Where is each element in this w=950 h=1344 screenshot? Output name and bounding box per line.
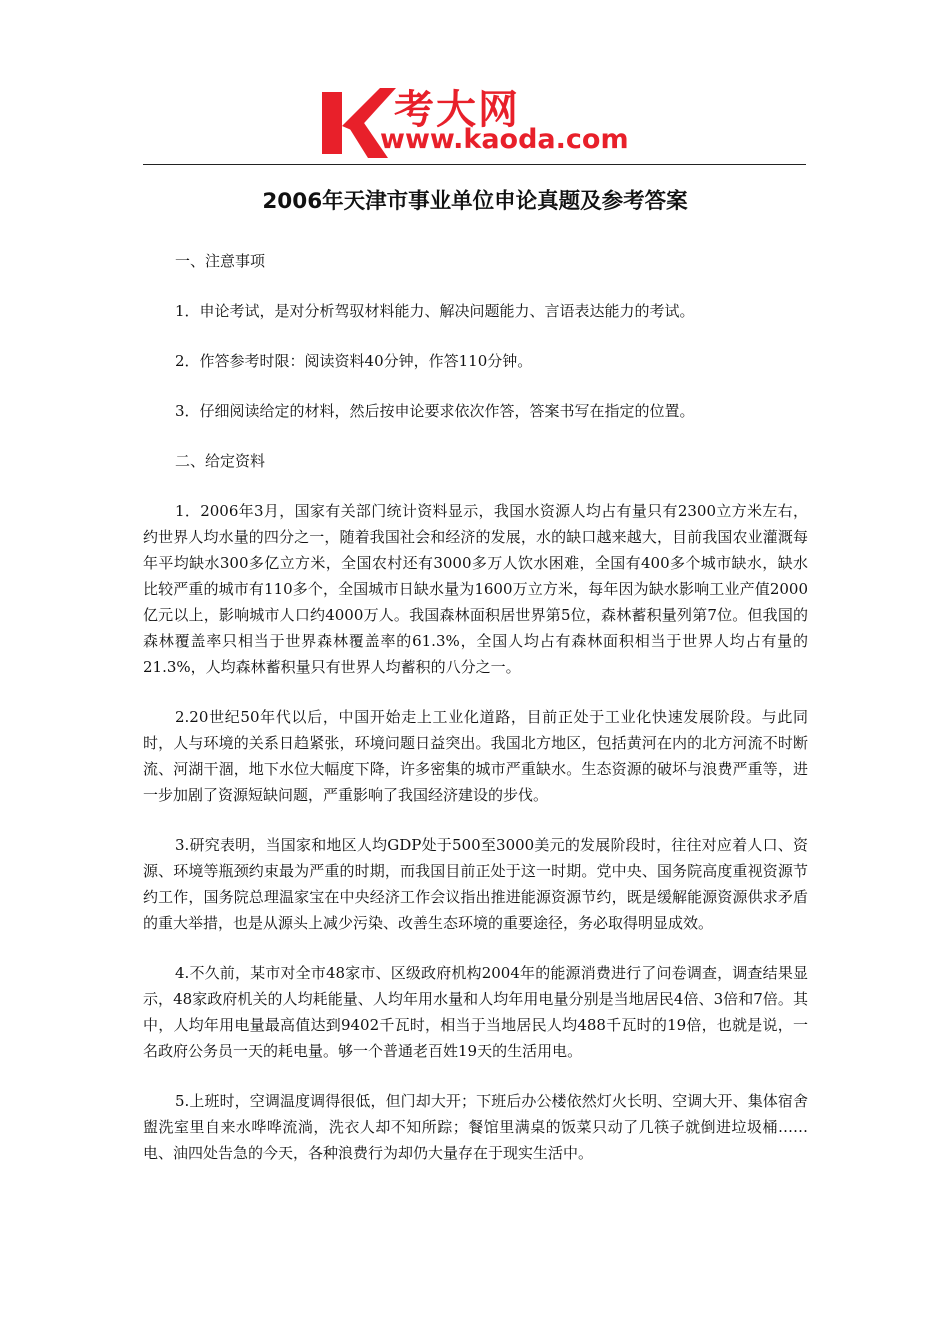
material-paragraph-1: 1．2006年3月，国家有关部门统计资料显示，我国水资源人均占有量只有2300立方米左右，约世界人均水量的四分之一，随着我国社会和经济的发展，水的缺口越来越大，目前我国农业灌溉每年平均缺水300多亿立方米，全国农村还有3000多万人饮水困难，全国有400多个城市缺水，缺水比较严重的城市有110多个，全国城市日缺水量为1600万立方米，每年因为缺水影响工业产值2000亿元以上，影响城市人口约4000万人。我国森林面积居世界第5位，森林蓄积量列第7位。但我国的森林覆盖率只相当于世界森林覆盖率的61.3%，全国人均占有森林面积相当于世界人均占有量的21.3%，人均森林蓄积量只有世界人均蓄积的八分之一。 <box>143 502 808 676</box>
note-item-3: 3．仔细阅读给定的材料，然后按申论要求依次作答，答案书写在指定的位置。 <box>175 402 695 420</box>
section-heading-materials: 二、给定资料 <box>175 452 266 470</box>
note-item-1: 1．申论考试，是对分析驾驭材料能力、解决问题能力、言语表达能力的考试。 <box>175 302 695 320</box>
material-paragraph-5: 5.上班时，空调温度调得很低，但门却大开；下班后办公楼依然灯火长明、空调大开、集体宿舍盥洗室里自来水哗哗流淌，洗衣人却不知所踪；餐馆里满桌的饭菜只动了几筷子就倒进垃圾桶……电、油四处告急的今天，各种浪费行为却仍大量存在于现实生活中。 <box>143 1092 808 1162</box>
material-paragraph-3: 3.研究表明，当国家和地区人均GDP处于500至3000美元的发展阶段时，往往对应着人口、资源、环境等瓶颈约束最为严重的时期，而我国目前正处于这一时期。党中央、国务院高度重视资源节约工作，国务院总理温家宝在中央经济工作会议指出推进能源资源节约，既是缓解能源资源供求矛盾的重大举措，也是从源头上减少污染、改善生态环境的重要途径，务必取得明显成效。 <box>143 836 808 932</box>
material-paragraph-4: 4.不久前，某市对全市48家市、区级政府机构2004年的能源消费进行了问卷调查，调查结果显示，48家政府机关的人均耗能量、人均年用水量和人均年用电量分别是当地居民4倍、3倍和7倍。其中，人均年用电量最高值达到9402千瓦时，相当于当地居民人均488千瓦时的19倍，也就是说，一名政府公务员一天的耗电量。够一个普通老百姓19天的生活用电。 <box>143 964 808 1060</box>
logo-brand-text: 考大网 <box>394 87 520 133</box>
header-divider <box>143 164 806 165</box>
section-heading-notes: 一、注意事项 <box>175 252 266 270</box>
document-body <box>143 248 808 1166</box>
kaoda-logo <box>318 82 648 160</box>
logo-url-text: www.kaoda.com <box>380 124 629 155</box>
note-item-2: 2．作答参考时限：阅读资料40分钟，作答110分钟。 <box>175 352 533 370</box>
material-paragraph-2: 2.20世纪50年代以后，中国开始走上工业化道路，目前正处于工业化快速发展阶段。与此同时，人与环境的关系日趋紧张，环境问题日益突出。我国北方地区，包括黄河在内的北方河流不时断流、河湖干涸，地下水位大幅度下降，许多密集的城市严重缺水。生态资源的破坏与浪费严重等，进一步加剧了资源短缺问题，严重影响了我国经济建设的步伐。 <box>143 708 808 804</box>
page-title: 2006年天津市事业单位申论真题及参考答案 <box>262 189 688 214</box>
